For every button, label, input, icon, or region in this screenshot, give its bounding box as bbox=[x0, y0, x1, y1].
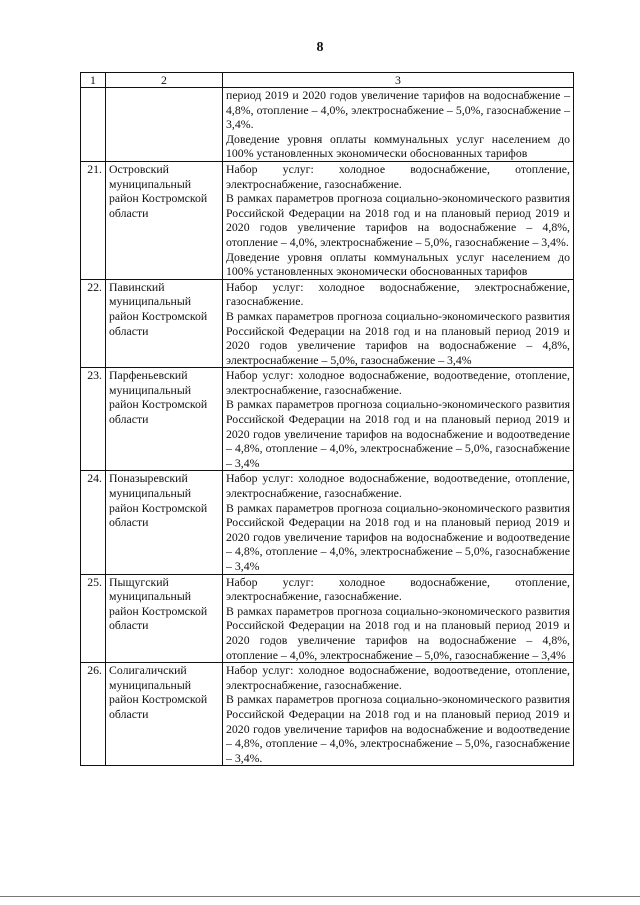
description-paragraph: Набор услуг: холодное водоснабжение, отопление, электроснабжение, газоснабжение. bbox=[226, 161, 570, 191]
district-name: Павинский муниципальный район Костромской области bbox=[106, 279, 223, 368]
description-paragraph: В рамках параметров прогноза социально-экономического развития Российской Федерации на 2018 год и на плановый период 2019 и 2020 годов увеличение тарифов на водоснабжение – 4,8%, электроснабжение – 5,0%, газоснабжение – 3,4% bbox=[226, 308, 570, 367]
description-paragraph: Набор услуг: холодное водоснабжение, водоотведение, отопление, электроснабжение, газоснабжение. bbox=[226, 471, 570, 501]
district-name: Островский муниципальный район Костромской области bbox=[106, 161, 223, 279]
description-paragraph: Набор услуг: холодное водоснабжение, электроснабжение, газоснабжение. bbox=[226, 279, 570, 309]
table-row bbox=[81, 161, 574, 279]
continuation-paragraph: Доведение уровня оплаты коммунальных услуг населением до 100% установленных экономически обоснованных тарифов bbox=[226, 131, 570, 161]
table-row bbox=[81, 663, 574, 766]
tariff-table bbox=[80, 72, 574, 766]
bottom-divider bbox=[0, 896, 640, 897]
service-description bbox=[223, 161, 574, 279]
row-number: 25. bbox=[81, 574, 106, 663]
continuation-name-cell bbox=[106, 88, 223, 162]
service-description bbox=[223, 574, 574, 663]
service-description bbox=[223, 471, 574, 574]
row-number: 22. bbox=[81, 279, 106, 368]
service-description bbox=[223, 663, 574, 766]
district-name: Пыщугский муниципальный район Костромской области bbox=[106, 574, 223, 663]
description-paragraph: В рамках параметров прогноза социально-экономического развития Российской Федерации на 2018 год и на плановый период 2019 и 2020 годов увеличение тарифов на водоснабжение и водоотведение – 4,8%, отопление – 4,0%, электроснабжение – 5,0%, газоснабжение – 3,4% bbox=[226, 397, 570, 470]
district-name: Поназыревский муниципальный район Костромской области bbox=[106, 471, 223, 574]
description-paragraph: Набор услуг: холодное водоснабжение, водоотведение, отопление, электроснабжение, газоснабжение. bbox=[226, 368, 570, 397]
description-paragraph: Доведение уровня оплаты коммунальных услуг населением до 100% установленных экономически обоснованных тарифов bbox=[226, 249, 570, 279]
table-row bbox=[81, 368, 574, 471]
description-paragraph: В рамках параметров прогноза социально-экономического развития Российской Федерации на 2018 год и на плановый период 2019 и 2020 годов увеличение тарифов на водоснабжение – 4,8%, отопление – 4,0%, электроснабжение – 5,0%, газоснабжение – 3,4%. bbox=[226, 191, 570, 249]
row-number: 23. bbox=[81, 368, 106, 471]
header-row bbox=[81, 73, 574, 88]
header-col-2: 2 bbox=[106, 73, 223, 88]
description-paragraph: В рамках параметров прогноза социально-экономического развития Российской Федерации на 2018 год и на плановый период 2019 и 2020 годов увеличение тарифов на водоснабжение и водоотведение – 4,8%, отопление – 4,0%, электроснабжение – 5,0%, газоснабжение – 3,4%. bbox=[226, 692, 570, 765]
continuation-desc-cell bbox=[223, 88, 574, 162]
row-number: 24. bbox=[81, 471, 106, 574]
description-paragraph: В рамках параметров прогноза социально-экономического развития Российской Федерации на 2018 год и на плановый период 2019 и 2020 годов увеличение тарифов на водоснабжение и водоотведение – 4,8%, отопление – 4,0%, электроснабжение – 5,0%, газоснабжение – 3,4% bbox=[226, 500, 570, 573]
header-col-1: 1 bbox=[81, 73, 106, 88]
table-row bbox=[81, 471, 574, 574]
description-paragraph: В рамках параметров прогноза социально-экономического развития Российской Федерации на 2018 год и на плановый период 2019 и 2020 годов увеличение тарифов на водоснабжение – 4,8%, отопление – 4,0%, электроснабжение – 5,0%, газоснабжение – 3,4% bbox=[226, 603, 570, 662]
row-number: 21. bbox=[81, 161, 106, 279]
header-col-3: 3 bbox=[223, 73, 574, 88]
description-paragraph: Набор услуг: холодное водоснабжение, водоотведение, отопление, электроснабжение, газоснабжение. bbox=[226, 663, 570, 692]
continuation-paragraph: период 2019 и 2020 годов увеличение тарифов на водоснабжение – 4,8%, отопление – 4,0%, электроснабжение – 5,0%, газоснабжение – 3,4%. bbox=[226, 88, 570, 132]
table-row bbox=[81, 574, 574, 663]
row-number: 26. bbox=[81, 663, 106, 766]
district-name: Солигаличский муниципальный район Костромской области bbox=[106, 663, 223, 766]
service-description bbox=[223, 368, 574, 471]
description-paragraph: Набор услуг: холодное водоснабжение, отопление, электроснабжение, газоснабжение. bbox=[226, 574, 570, 604]
district-name: Парфеньевский муниципальный район Костромской области bbox=[106, 368, 223, 471]
continuation-row bbox=[81, 88, 574, 162]
continuation-num-cell bbox=[81, 88, 106, 162]
page-number: 8 bbox=[316, 40, 324, 55]
table-row bbox=[81, 279, 574, 368]
service-description bbox=[223, 279, 574, 368]
